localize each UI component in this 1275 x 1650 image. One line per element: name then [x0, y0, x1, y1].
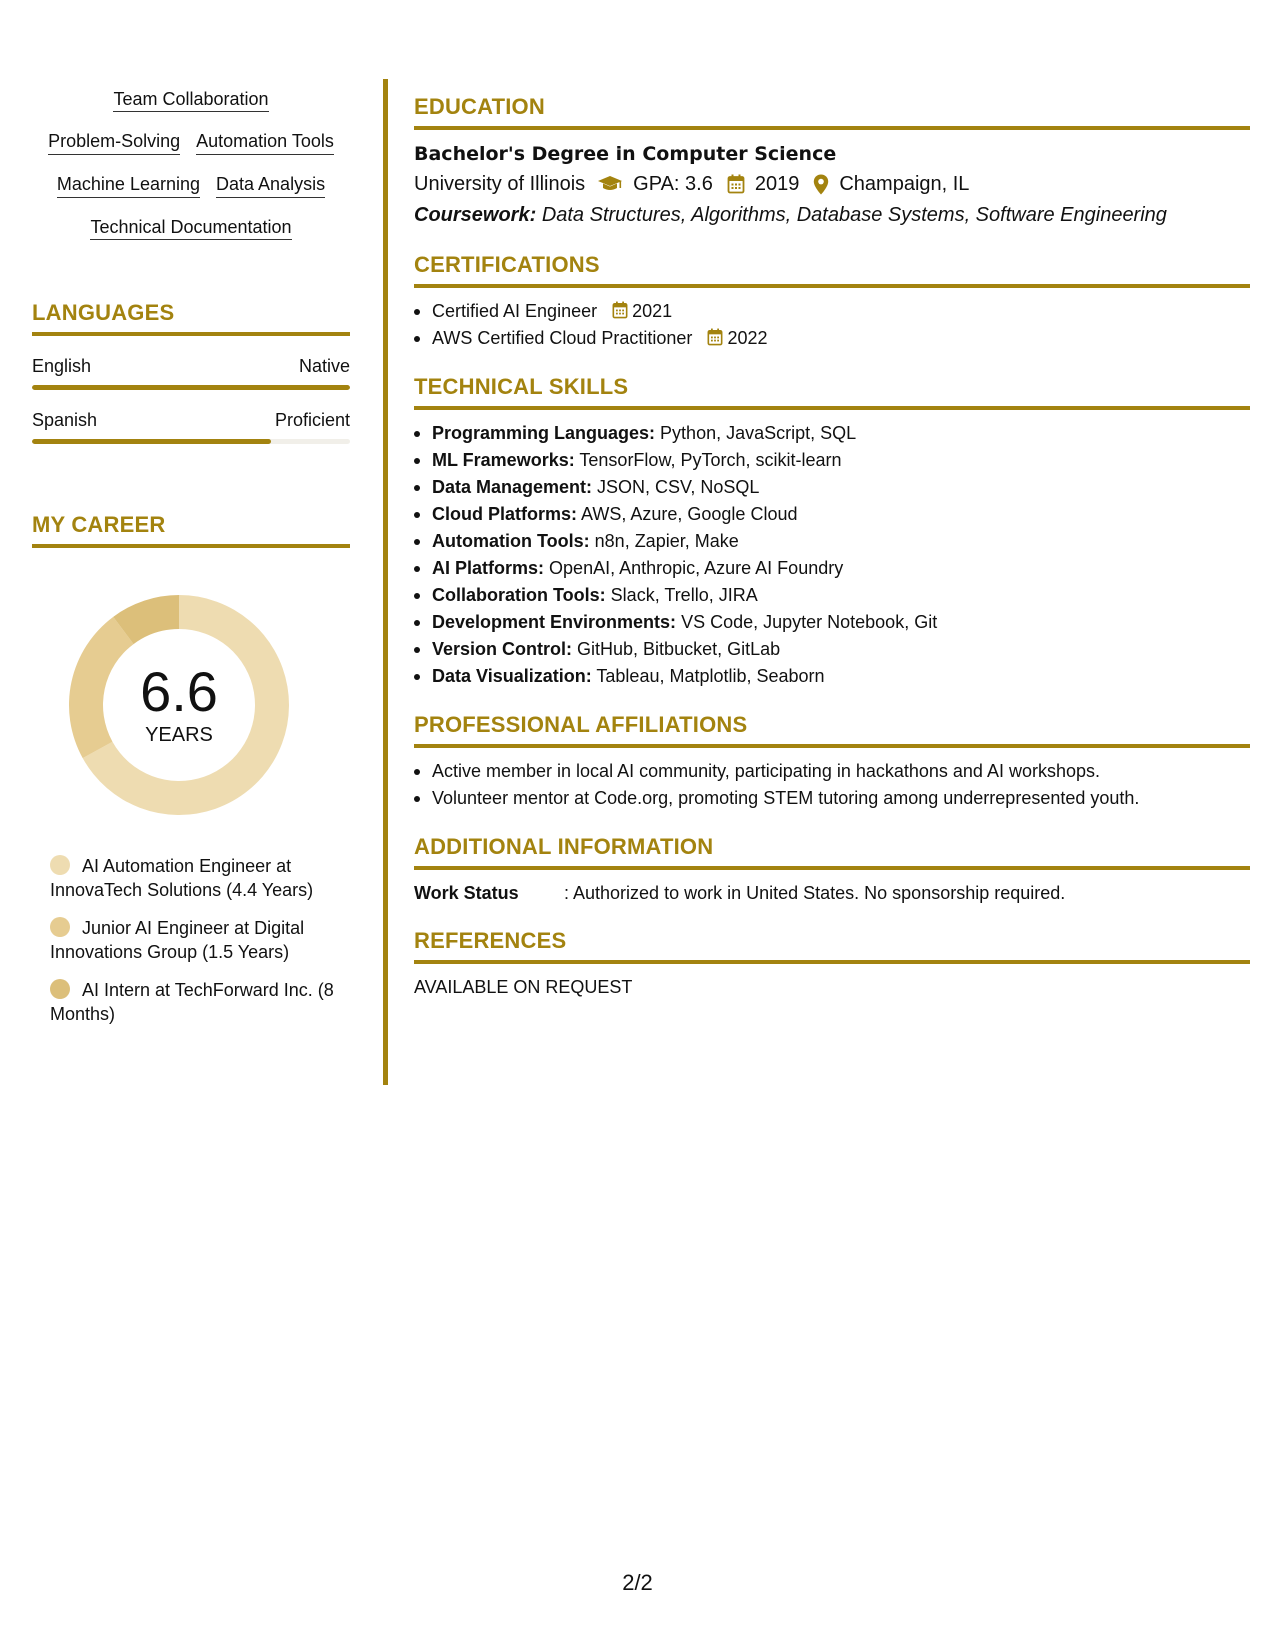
- section-rule: [414, 126, 1250, 130]
- additional-info-section: [414, 834, 1250, 906]
- skill-label: Data Management:: [432, 477, 593, 497]
- skill-label: Programming Languages:: [432, 423, 656, 443]
- education-details: [414, 168, 1250, 200]
- certifications-title: CERTIFICATIONS: [414, 252, 600, 277]
- career-total-unit: YEARS: [145, 724, 213, 746]
- skill-item: [414, 474, 1250, 501]
- language-bar: [32, 385, 350, 390]
- skill-row-1: [32, 88, 350, 112]
- career-title: MY CAREER: [32, 512, 166, 537]
- certification-item: [414, 325, 1250, 352]
- school-location: Champaign, IL: [839, 173, 970, 195]
- skill-item: [414, 555, 1250, 582]
- language-level: Native: [298, 356, 350, 376]
- certification-item: [414, 298, 1250, 325]
- affiliation-item: Volunteer mentor at Code.org, promoting STEM tutoring among underrepresented youth.: [414, 785, 1250, 812]
- skill-item: [414, 582, 1250, 609]
- section-rule: [414, 744, 1250, 748]
- skill-item: [414, 609, 1250, 636]
- page-number: 2/2: [622, 1570, 653, 1595]
- career-total-value: 6.6: [140, 660, 218, 723]
- language-level: Proficient: [274, 410, 350, 430]
- skill-label: Automation Tools:: [432, 531, 590, 551]
- education-title: EDUCATION: [414, 94, 545, 119]
- skill-label: AI Platforms:: [432, 558, 545, 578]
- calendar-icon: [707, 328, 723, 346]
- work-status-value: : Authorized to work in United States. No sponsorship required.: [564, 883, 1066, 903]
- graduation-cap-icon: [597, 175, 623, 193]
- skill-label: ML Frameworks:: [432, 450, 575, 470]
- additional-info-title: ADDITIONAL INFORMATION: [414, 834, 714, 859]
- affiliation-item: Active member in local AI community, participating in hackathons and AI workshops.: [414, 758, 1250, 785]
- skill-item: [414, 528, 1250, 555]
- legend-dot: [50, 979, 70, 999]
- certification-name: AWS Certified Cloud Practitioner: [432, 328, 693, 348]
- coursework: [414, 200, 1250, 230]
- skill-item: [414, 501, 1250, 528]
- references-text: AVAILABLE ON REQUEST: [414, 977, 633, 997]
- technical-skills-title: TECHNICAL SKILLS: [414, 374, 629, 399]
- certifications-list: [414, 298, 1250, 352]
- skill-label: Development Environments:: [432, 612, 677, 632]
- skill-value: Python, JavaScript, SQL: [660, 423, 857, 443]
- skill-label: Cloud Platforms:: [432, 504, 578, 524]
- career-legend-item: [50, 978, 350, 1026]
- references-title: REFERENCES: [414, 928, 567, 953]
- certification-year: 2022: [727, 328, 768, 348]
- gpa: GPA: 3.6: [633, 173, 713, 195]
- skill-item: [414, 420, 1250, 447]
- references-section: [414, 928, 1250, 1000]
- skill-value: n8n, Zapier, Make: [594, 531, 739, 551]
- certification-name: Certified AI Engineer: [432, 301, 598, 321]
- affiliations-list: [414, 758, 1250, 812]
- skill-item: [414, 663, 1250, 690]
- skill-value: Tableau, Matplotlib, Seaborn: [596, 666, 825, 686]
- certifications-section: [414, 252, 1250, 352]
- language-name: Spanish: [32, 410, 98, 430]
- language-bar: [32, 439, 350, 444]
- skill-value: VS Code, Jupyter Notebook, Git: [681, 612, 938, 632]
- skill-tag: Problem-Solving: [48, 130, 180, 155]
- skill-label: Collaboration Tools:: [432, 585, 606, 605]
- skill-label: Version Control:: [432, 639, 573, 659]
- skill-value: Slack, Trello, JIRA: [610, 585, 758, 605]
- school-name: University of Illinois: [414, 173, 586, 195]
- graduation-year: 2019: [754, 173, 800, 195]
- skill-tag: Data Analysis: [216, 173, 325, 198]
- career-role: AI Automation Engineer at InnovaTech Solutions (4.4 Years): [50, 856, 314, 900]
- language-item: [32, 356, 350, 390]
- skill-value: JSON, CSV, NoSQL: [597, 477, 760, 497]
- column-divider: [383, 79, 388, 1085]
- degree: Bachelor's Degree in Computer Science: [414, 143, 837, 165]
- calendar-icon: [727, 174, 745, 194]
- left-column: [32, 80, 350, 1040]
- language-name: English: [32, 356, 92, 376]
- donut-center: [66, 592, 292, 818]
- career-role: AI Intern at TechForward Inc. (8 Months): [50, 980, 334, 1024]
- career-legend: [32, 854, 350, 1026]
- career-donut: [66, 592, 292, 818]
- skill-value: GitHub, Bitbucket, GitLab: [577, 639, 781, 659]
- education-section: [414, 94, 1250, 230]
- right-column: [414, 94, 1250, 1022]
- career-section: [32, 512, 350, 1026]
- skill-item: [414, 636, 1250, 663]
- skill-tag: Technical Documentation: [90, 217, 291, 240]
- career-legend-item: [50, 854, 350, 902]
- affiliations-title: PROFESSIONAL AFFILIATIONS: [414, 712, 748, 737]
- skill-value: TensorFlow, PyTorch, scikit-learn: [579, 450, 842, 470]
- language-item: [32, 410, 350, 444]
- languages-section: [32, 300, 350, 444]
- technical-skills-section: [414, 374, 1250, 690]
- legend-dot: [50, 855, 70, 875]
- skill-tag: Team Collaboration: [113, 89, 268, 112]
- affiliations-section: [414, 712, 1250, 812]
- legend-dot: [50, 917, 70, 937]
- section-rule: [414, 960, 1250, 964]
- skill-label: Data Visualization:: [432, 666, 592, 686]
- section-rule: [32, 544, 350, 548]
- career-role: Junior AI Engineer at Digital Innovations Group (1.5 Years): [50, 918, 305, 962]
- location-pin-icon: [813, 174, 829, 195]
- coursework-label: Coursework:: [414, 204, 537, 226]
- skill-tag: Machine Learning: [57, 173, 200, 198]
- language-bar-fill: [32, 439, 271, 444]
- skill-item: [414, 447, 1250, 474]
- skill-value: AWS, Azure, Google Cloud: [581, 504, 798, 524]
- skill-value: OpenAI, Anthropic, Azure AI Foundry: [549, 558, 844, 578]
- technical-skills-list: [414, 420, 1250, 690]
- languages-title: LANGUAGES: [32, 300, 175, 325]
- section-rule: [32, 332, 350, 336]
- career-legend-item: [50, 916, 350, 964]
- calendar-icon: [612, 301, 628, 319]
- language-bar-fill: [32, 385, 350, 390]
- section-rule: [414, 284, 1250, 288]
- skill-tag: Automation Tools: [196, 130, 334, 155]
- work-status: [414, 880, 1250, 906]
- skills-tags: [32, 88, 350, 240]
- certification-year: 2021: [632, 301, 673, 321]
- work-status-label: Work Status: [414, 883, 519, 903]
- coursework-list: Data Structures, Algorithms, Database Systems, Software Engineering: [541, 204, 1167, 226]
- section-rule: [414, 866, 1250, 870]
- section-rule: [414, 406, 1250, 410]
- skill-row-4: [32, 216, 350, 240]
